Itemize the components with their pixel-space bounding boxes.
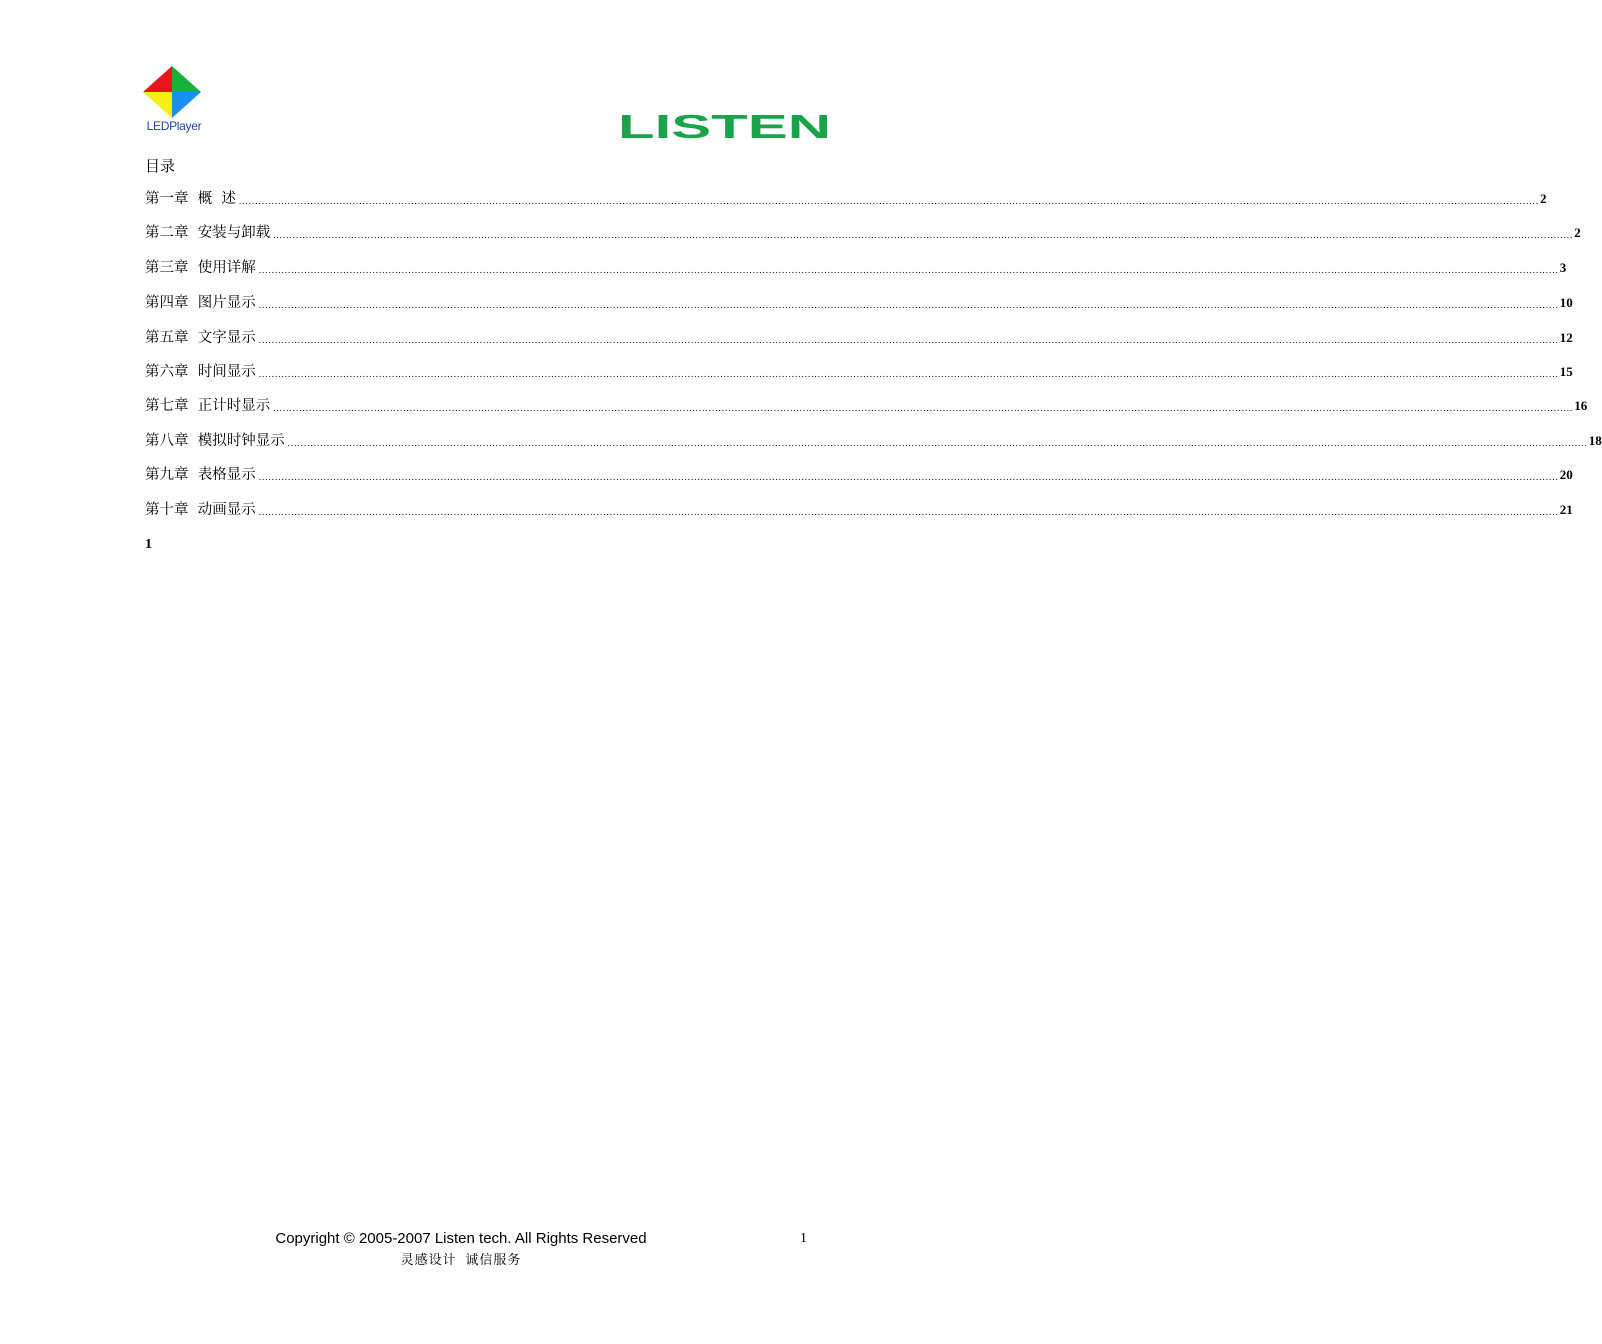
listen-wordmark-text: LISTEN bbox=[618, 108, 831, 145]
footer-page-number: 1 bbox=[800, 1231, 807, 1246]
toc-entry[interactable] bbox=[145, 259, 1567, 277]
toc-leader-dots: ................................................................................................................................................................................................................................................................................................................................................................................................................ bbox=[258, 265, 1559, 275]
toc-title: 文字显示 bbox=[197, 330, 256, 346]
toc-leader-dots: ................................................................................................................................................................................................................................................................................................................................................................................................................ bbox=[258, 472, 1559, 482]
toc-page-number: 15 bbox=[1559, 364, 1573, 379]
toc-leader-dots: ................................................................................................................................................................................................................................................................................................................................................................................................................ bbox=[287, 438, 1588, 448]
ledplayer-logo-caption: LEDPlayer bbox=[146, 119, 202, 133]
footer-copyright: Copyright © 2005-2007 Listen tech. All Rights Reserved bbox=[275, 1230, 647, 1247]
toc-entry[interactable] bbox=[145, 432, 1602, 450]
toc-chapter-label: 第一章 bbox=[145, 191, 189, 207]
toc-page-number: 21 bbox=[1559, 502, 1573, 517]
toc-title: 概 述 bbox=[197, 191, 236, 207]
toc-entry[interactable] bbox=[145, 466, 1573, 484]
toc-page-number: 2 bbox=[1574, 225, 1581, 240]
toc-chapter-label: 第八章 bbox=[145, 433, 189, 449]
toc-leader-dots: ................................................................................................................................................................................................................................................................................................................................................................................................................ bbox=[273, 403, 1574, 413]
toc-entry[interactable] bbox=[145, 224, 1581, 242]
toc-chapter-label: 第四章 bbox=[145, 295, 189, 311]
four-color-diamond-icon bbox=[143, 66, 201, 118]
toc-title: 使用详解 bbox=[197, 260, 256, 276]
toc-leader-dots: ................................................................................................................................................................................................................................................................................................................................................................................................................ bbox=[258, 369, 1559, 379]
toc-title: 安装与卸载 bbox=[197, 225, 271, 241]
toc-title: 图片显示 bbox=[197, 295, 256, 311]
toc-page-number: 3 bbox=[1559, 260, 1567, 275]
toc-page-number: 12 bbox=[1559, 330, 1573, 345]
toc-entry[interactable] bbox=[145, 397, 1588, 415]
listen-wordmark bbox=[618, 108, 832, 145]
toc-title: 表格显示 bbox=[197, 467, 256, 483]
toc-page-number: 10 bbox=[1559, 295, 1573, 310]
toc-chapter-label: 第二章 bbox=[145, 225, 189, 241]
toc-heading: 目录 bbox=[145, 157, 176, 175]
toc-entry[interactable] bbox=[145, 190, 1547, 208]
toc-chapter-label: 第九章 bbox=[145, 467, 189, 483]
toc-leader-dots: ................................................................................................................................................................................................................................................................................................................................................................................................................ bbox=[273, 230, 1574, 240]
toc-leader-dots: ................................................................................................................................................................................................................................................................................................................................................................................................................ bbox=[258, 335, 1559, 345]
toc-chapter-label: 第七章 bbox=[145, 398, 189, 414]
footer-slogan: 灵感设计 诚信服务 bbox=[400, 1253, 522, 1268]
ledplayer-logo bbox=[143, 66, 203, 136]
toc-leader-dots: ................................................................................................................................................................................................................................................................................................................................................................................................................ bbox=[238, 196, 1539, 206]
toc-chapter-label: 第十章 bbox=[145, 502, 189, 518]
toc-entry[interactable] bbox=[145, 363, 1573, 381]
toc-entry[interactable] bbox=[145, 294, 1573, 312]
toc-page-number: 16 bbox=[1574, 398, 1588, 413]
toc-chapter-label: 第六章 bbox=[145, 364, 189, 380]
toc-chapter-label: 第三章 bbox=[145, 260, 189, 276]
toc-entry[interactable] bbox=[145, 501, 1573, 519]
body-number: 1 bbox=[145, 537, 152, 552]
toc-title: 正计时显示 bbox=[197, 398, 271, 414]
toc-chapter-label: 第五章 bbox=[145, 330, 189, 346]
toc-page-number: 20 bbox=[1559, 467, 1573, 482]
toc-leader-dots: ................................................................................................................................................................................................................................................................................................................................................................................................................ bbox=[258, 300, 1559, 310]
toc-title: 模拟时钟显示 bbox=[197, 433, 285, 449]
toc-entry[interactable] bbox=[145, 329, 1573, 347]
toc-title: 动画显示 bbox=[197, 502, 256, 518]
listen-logo bbox=[618, 108, 832, 145]
toc-title: 时间显示 bbox=[197, 364, 256, 380]
toc-page-number: 2 bbox=[1539, 191, 1547, 206]
toc-page-number: 18 bbox=[1588, 433, 1602, 448]
toc-leader-dots: ................................................................................................................................................................................................................................................................................................................................................................................................................ bbox=[258, 507, 1559, 517]
